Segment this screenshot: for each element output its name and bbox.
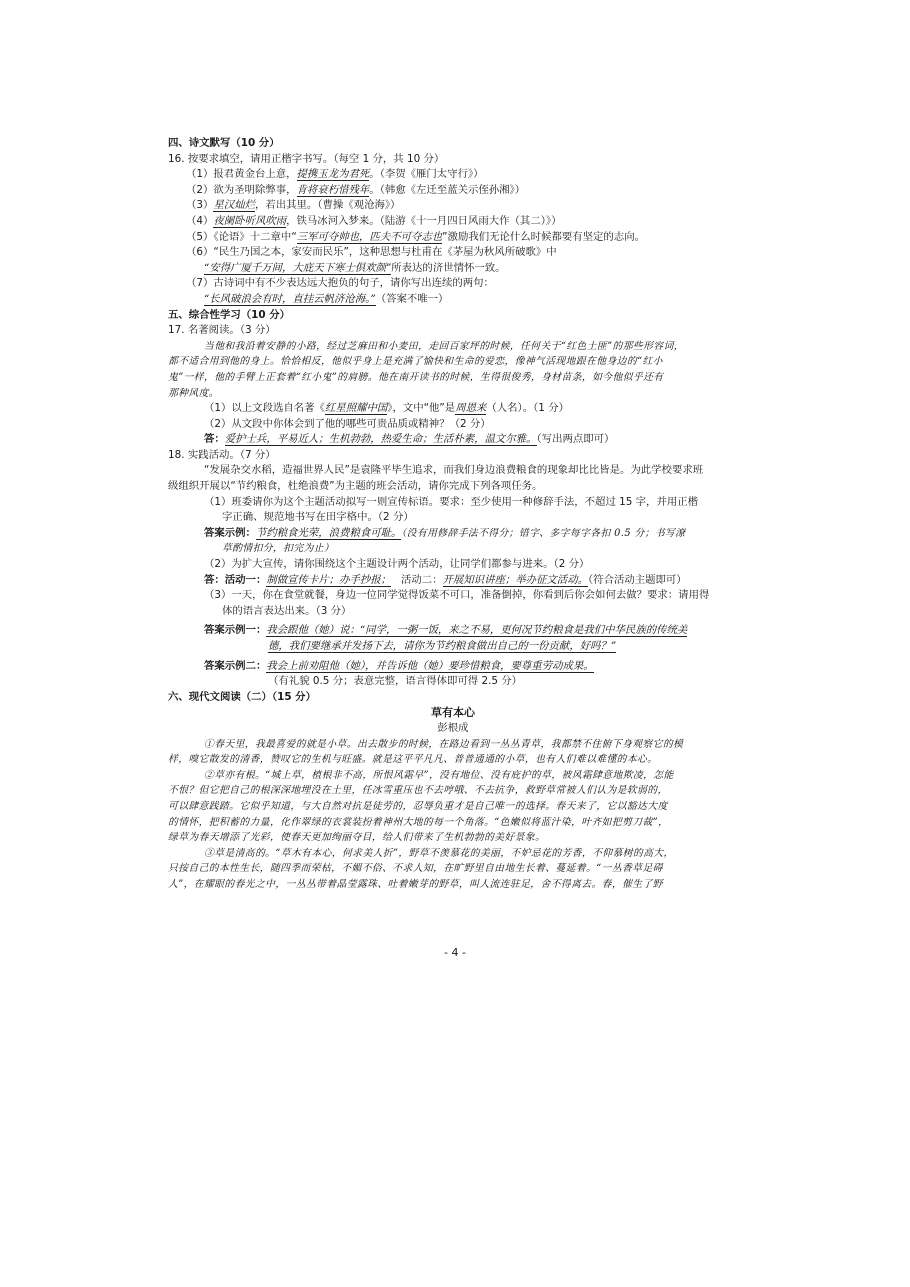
- q18-3-example-1-text-2: 德，我们要继承并发扬下去，请你为节约粮食做出自己的一份贡献，好吗？”: [268, 640, 617, 652]
- page-number: - 4 -: [444, 946, 466, 959]
- q16-item-3-prompt: （3）: [186, 199, 214, 212]
- q16-item-5-answer: 三军可夺帅也，匹夫不可夺志也: [296, 230, 443, 243]
- article-para-1-line-2: 样，嗅它散发的清香，赞叹它的生机与旺盛。就是这平平凡凡、普普通通的小草，也有人们难以难懂的本心。: [168, 754, 658, 766]
- q16-item-2-source: 。（韩愈《左迁至蓝关示侄孙湘》）: [369, 183, 526, 196]
- article-para-2-line-4: 的情怀，把积蓄的力量，化作翠绿的衣裳装扮着神州大地的每一个角落。“色嫩似将蓝汁染，叶齐如把剪刀裁”，: [168, 816, 669, 828]
- q18-1-answer: 节约粮食光荣，浪费粮食可耻。: [255, 526, 402, 539]
- q17-2-note: （写出两点即可）: [536, 433, 615, 446]
- q18-2-answer-line: [168, 573, 738, 589]
- q17-part-2: （2）从文段中你体会到了他的哪些可贵品质或精神？（2 分）: [204, 417, 491, 430]
- q17-1-prompt: （1）以上文段选自名著《: [204, 402, 325, 415]
- q16-item-1-prompt: （1）报君黄金台上意，: [186, 168, 297, 181]
- article-para-2-line-5: 绿草为春天增添了光彩，使春天更加绚丽夺目，给人们带来了生机勃勃的美好景象。: [168, 832, 546, 844]
- q16-item-3: [168, 198, 738, 214]
- q18-3-example-2-line: [168, 659, 738, 675]
- section-6-title: 六、现代文阅读（二）（15 分）: [168, 690, 316, 703]
- article-author: 彭根成: [437, 721, 469, 734]
- q16-item-6-answer: “安得广厦千万间，大庇天下寒士俱欢颜”: [204, 261, 392, 274]
- q16-item-1-source: 。（李贺《雁门太守行》）: [369, 168, 484, 181]
- q16-item-2-prompt: （2）欲为圣明除弊事，: [186, 183, 297, 196]
- page-content: [168, 136, 738, 893]
- q17-part-1: [168, 401, 738, 417]
- q18-2-activity-2-label: 活动二：: [400, 573, 443, 586]
- article-para-3-line-3: 人”，在耀眼的春光之中，一丛丛带着晶莹露珠、吐着嫩芽的野草，叫人流连驻足，舍不得离去。春，催生了野: [168, 878, 663, 890]
- question-17: 17. 名著阅读。（3 分）: [168, 324, 276, 337]
- q16-item-7-answer-line: [168, 292, 738, 308]
- q17-2-answer-label: 答：: [204, 433, 225, 446]
- q17-1-mid: 》，文中“他”是: [387, 402, 456, 415]
- q16-item-7: （7）古诗词中有不少表达远大抱负的句子，请你写出连续的两句：: [186, 277, 494, 290]
- article-para-2-line-3: 可以肆意践踏。它似乎知道，与大自然对抗是徒劳的，忍辱负重才是自己唯一的选择。春天来了，它以豁达大度: [168, 800, 668, 812]
- article-para-3-line-2: 只按自己的本性生长，随四季而荣枯，不媚不俗、不求人知，在旷野里自由地生长着、蔓延着。“一丛香草足碍: [168, 863, 663, 875]
- q18-intro-line-1: “发展杂交水稻，造福世界人民”是袁隆平毕生追求，而我们身边浪费粮食的现象却比比皆是。为此学校要求班: [204, 464, 704, 477]
- q16-item-4-prompt: （4）: [186, 214, 214, 227]
- q18-1-answer-line: [168, 526, 738, 542]
- question-18: 18. 实践活动。（7 分）: [168, 448, 276, 461]
- q18-1-line-2: 字正确、规范地书写在田字格中。（2 分）: [222, 511, 414, 524]
- q16-item-6-tail: 所表达的济世情怀一致。: [391, 261, 506, 274]
- q16-item-1-answer: 提携玉龙为君死: [296, 168, 370, 181]
- article-para-2-line-1: ②草亦有根。“城上草，植根非不高，所恨风霜早”，没有地位、没有庇护的草，被风霜肆意地欺凌，怎能: [204, 769, 674, 781]
- q18-3-line-2: 体的语言表达出来。（3 分）: [222, 604, 352, 617]
- section-5-title: 五、综合性学习（10 分）: [168, 308, 290, 321]
- q17-1-person-answer: 周恩来: [455, 402, 487, 415]
- q16-item-3-source: ，若出其里。（曹操《观沧海》）: [254, 199, 401, 212]
- q17-2-answer-line: [168, 432, 738, 448]
- q16-item-4-answer: 夜阑卧听风吹雨: [213, 214, 287, 227]
- q16-item-7-note: （答案不唯一）: [375, 292, 449, 305]
- q17-passage-line-2: 都不适合用到他的身上。恰恰相反，他似乎身上是充满了愉快和生命的爱恋，像神气活现地跟在他身边的“红小: [168, 356, 663, 368]
- q16-item-3-answer: 星汉灿烂: [213, 199, 255, 212]
- q16-item-5: [168, 230, 738, 246]
- q17-passage-line-4: 那种风度。: [168, 387, 219, 399]
- q18-3-example-1-label: 答案示例一：: [204, 624, 267, 637]
- section-4-title: 四、诗文默写（10 分）: [168, 137, 280, 149]
- article-title: 草有本心: [431, 706, 475, 720]
- q18-1-grading-note-2: 草酌情扣分，扣完为止）: [222, 543, 335, 555]
- q18-1-answer-label: 答案示例：: [204, 526, 256, 539]
- q16-item-5-prompt: （5）《论语》十二章中“: [186, 230, 297, 243]
- q17-1-tail: （人名）。（1 分）: [486, 402, 569, 415]
- q18-1-grading-note-1: （没有用修辞手法不得分；错字、多字每字各扣 0.5 分；书写潦: [401, 527, 686, 539]
- q18-2-activity-2: 开展知识讲座；举办征文活动。: [442, 573, 588, 586]
- q18-3-example-1-text-1: 我会跟他（她）说：“同学，一粥一饭，来之不易，更何况节约粮食是我们中华民族的传统美: [266, 624, 688, 637]
- q16-item-6: （6）“民生乃国之本，家安而民乐”，这种思想与杜甫在《茅屋为秋风所破歌》中: [186, 246, 557, 259]
- q17-passage-line-3: 鬼”一样，他的手臂上正套着“红小鬼”的肩膀。他在南开读书的时候，生得很俊秀，身材苗条，如今他似乎还有: [168, 371, 664, 383]
- q16-item-6-answer-line: [168, 261, 738, 277]
- q18-3-example-1-line-1: [168, 623, 738, 639]
- q18-intro-line-2: 级组织开展以“节约粮食，杜绝浪费”为主题的班会活动，请你完成下列各项任务。: [168, 480, 543, 493]
- q18-1-line-1: （1）班委请你为这个主题活动拟写一则宣传标语。要求：至少使用一种修辞手法，不超过 15 字，并用正楷: [204, 495, 699, 508]
- q16-item-2: [168, 183, 738, 199]
- q18-3-line-1: （3）一天，你在食堂就餐，身边一位同学觉得饭菜不可口，准备倒掉，你看到后你会如何去做？要求：请用得: [204, 589, 710, 602]
- q18-part-2: （2）为扩大宣传，请你围绕这个主题设计两个活动，让同学们都参与进来。（2 分）: [204, 558, 590, 571]
- q17-passage-line-1: 当他和我沿着安静的小路，经过芝麻田和小麦田，走回百家坪的时候，任何关于“红色土匪”的那些形容词，: [204, 340, 684, 352]
- q16-item-4-source: ，铁马冰河入梦来。（陆游《十一月四日风雨大作（其二）》）: [286, 214, 562, 227]
- q18-2-activity-1: 制做宣传卡片；办手抄报；: [266, 573, 392, 586]
- article-para-1-line-1: ①春天里，我最喜爱的就是小草。出去散步的时候，在路边看到一丛丛青草，我都禁不住俯下身观察它的模: [204, 738, 684, 750]
- q16-item-4: [168, 214, 738, 230]
- q16-item-1: [168, 167, 738, 183]
- q16-item-7-answer: “长风破浪会有时，直挂云帆济沧海。”: [204, 292, 376, 305]
- q18-3-score-note: （有礼貌 0.5 分；表意完整，语言得体即可得 2.5 分）: [268, 675, 523, 688]
- q18-2-answer-label: 答：活动一：: [204, 573, 267, 586]
- q17-2-answer: 爱护士兵，平易近人；生机勃勃，热爱生命；生活朴素，温文尔雅。: [224, 433, 537, 446]
- q18-3-example-1-line-2: [168, 639, 738, 655]
- article-para-3-line-1: ③草是清高的。“草木有本心，何求美人折”，野草不羡慕花的美丽，不妒忌花的芳香，不仰慕树的高大，: [204, 847, 674, 859]
- q16-item-2-answer: 肯将衰朽惜残年: [296, 183, 370, 196]
- question-16: 16. 按要求填空，请用正楷字书写。（每空 1 分，共 10 分）: [168, 152, 445, 165]
- q18-3-example-2-text: 我会上前劝阻他（她），并告诉他（她）要珍惜粮食，要尊重劳动成果。: [266, 659, 594, 672]
- q18-3-example-2-label: 答案示例二：: [204, 659, 267, 672]
- q18-2-note: （符合活动主题即可）: [587, 573, 687, 586]
- q17-1-book-answer: 红星照耀中国: [324, 402, 388, 415]
- article-para-2-line-2: 不恨？但它把自己的根深深地埋没在土里，任冰雪重压也不去哼哦、不去抗争，救野草常被人们认为是软弱的，: [168, 785, 668, 797]
- q16-item-5-source: ”激励我们无论什么时候都要有坚定的志向。: [442, 230, 645, 243]
